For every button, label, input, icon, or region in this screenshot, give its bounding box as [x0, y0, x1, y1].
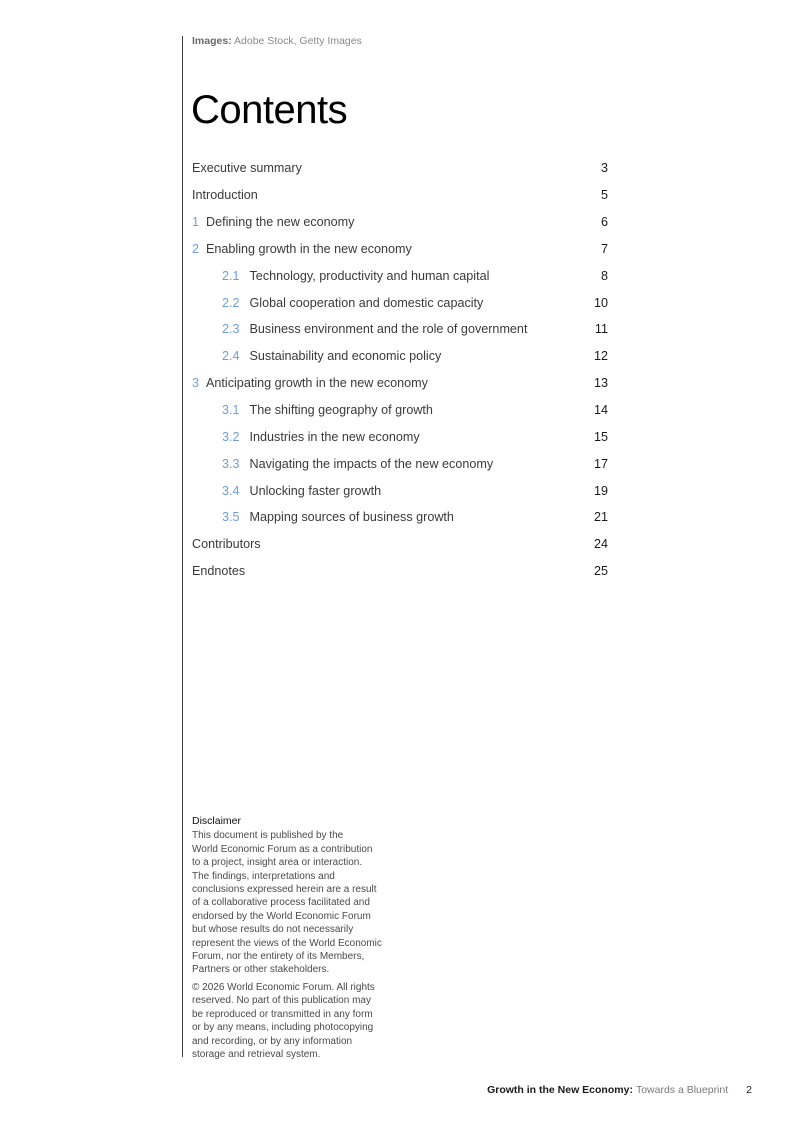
image-credits-label: Images:	[192, 35, 232, 47]
toc-entry-heading	[222, 322, 527, 336]
toc-entry-page: 17	[593, 456, 608, 471]
toc-entry-number: 1	[192, 215, 200, 230]
toc-entry[interactable]	[192, 236, 608, 263]
toc-entry-number: 2.3	[222, 322, 240, 337]
disclaimer	[192, 815, 392, 1061]
toc-entry-label: Business environment and the role of government	[249, 322, 528, 337]
toc-entry[interactable]	[192, 155, 608, 182]
toc-entry-label: Endnotes	[192, 564, 246, 579]
toc-entry-page: 3	[600, 161, 608, 176]
toc-entry-heading	[192, 215, 354, 229]
toc-entry-number: 2.2	[222, 295, 240, 310]
toc-entry-heading	[192, 188, 258, 202]
toc-entry-label: Unlocking faster growth	[249, 483, 382, 498]
toc-entry-page: 19	[593, 483, 608, 498]
toc-entry-page: 15	[593, 429, 608, 444]
footer-report-title: Growth in the New Economy:	[487, 1084, 633, 1096]
toc-entry[interactable]	[192, 182, 608, 209]
vertical-rule	[182, 36, 183, 1057]
toc-entry-page: 5	[600, 188, 608, 203]
toc-entry-number: 3.3	[222, 456, 240, 471]
toc-entry[interactable]	[192, 370, 608, 397]
toc-entry-heading	[222, 269, 489, 283]
toc-entry-page: 7	[600, 241, 608, 256]
toc-entry-number: 3.5	[222, 510, 240, 525]
toc-entry-number: 3.1	[222, 403, 240, 418]
image-credits	[192, 35, 362, 47]
disclaimer-title: Disclaimer	[192, 815, 242, 827]
toc-entry-number: 2.4	[222, 349, 240, 364]
toc-entry-heading	[192, 161, 302, 175]
toc-entry-page: 12	[593, 349, 608, 364]
toc-entry-page: 25	[593, 564, 608, 579]
toc-entry-heading	[222, 510, 454, 524]
toc-entry-label: Introduction	[192, 188, 258, 203]
toc-entry-heading	[222, 349, 441, 363]
toc-entry-page: 14	[593, 403, 608, 418]
toc-entry-label: Industries in the new economy	[249, 429, 420, 444]
toc-entry-label: Sustainability and economic policy	[249, 349, 442, 364]
toc-entry[interactable]	[192, 450, 608, 477]
toc-entry-label: Contributors	[192, 537, 261, 552]
toc-entry-heading	[222, 430, 420, 444]
toc-entry-label: Anticipating growth in the new economy	[206, 376, 428, 391]
toc-entry[interactable]	[192, 316, 608, 343]
toc-entry-page: 11	[594, 322, 608, 337]
toc-entry[interactable]	[192, 397, 608, 424]
toc-entry[interactable]	[192, 558, 608, 585]
toc-entry-page: 10	[593, 295, 608, 310]
toc-entry[interactable]	[192, 423, 608, 450]
footer-report-subtitle: Towards a Blueprint	[635, 1084, 729, 1096]
footer-page-number: 2	[746, 1084, 752, 1096]
toc-entry[interactable]	[192, 289, 608, 316]
page-footer	[487, 1084, 752, 1096]
page-title: Contents	[191, 88, 348, 132]
toc-entry-heading	[192, 537, 261, 551]
toc-entry-heading	[222, 296, 483, 310]
toc-entry-number: 2	[192, 241, 200, 256]
toc-entry-heading	[222, 457, 493, 471]
toc-entry-page: 21	[593, 510, 608, 525]
toc-entry[interactable]	[192, 343, 608, 370]
toc-entry-label: Executive summary	[192, 161, 302, 176]
toc-entry[interactable]	[192, 262, 608, 289]
toc-entry-number: 3.4	[222, 483, 240, 498]
toc-entry-heading	[192, 242, 412, 256]
toc-entry[interactable]	[192, 209, 608, 236]
toc-entry[interactable]	[192, 531, 608, 558]
toc-entry-label: Enabling growth in the new economy	[206, 241, 412, 256]
copyright-notice: © 2026 World Economic Forum. All rights reserved. No part of this publication may be reproduced or transmitted in any form or by any means, including photocopying and recording, or by any information storage and retrieval system.	[192, 981, 375, 1060]
toc-entry-label: Global cooperation and domestic capacity	[249, 295, 484, 310]
image-credits-text: Adobe Stock, Getty Images	[234, 35, 362, 47]
toc-entry-page: 13	[593, 376, 608, 391]
table-of-contents	[192, 155, 608, 585]
toc-entry[interactable]	[192, 477, 608, 504]
toc-entry-heading	[222, 403, 433, 417]
toc-entry-number: 3.2	[222, 429, 240, 444]
toc-entry-heading	[192, 564, 245, 578]
toc-entry-label: The shifting geography of growth	[249, 403, 433, 418]
toc-entry-number: 3	[192, 376, 200, 391]
toc-entry-label: Technology, productivity and human capital	[249, 268, 490, 283]
toc-entry-page: 8	[600, 268, 608, 283]
disclaimer-body: This document is published by the World Economic Forum as a contribution to a project, insight area or interaction. The findings, interpretations and conclusions expressed herein are a result of a collaborative process facilitated and endorsed by the World Economic Forum but whose results do not necessarily represent the views of the World Economic Forum, nor the entirety of its Members, Partners or other stakeholders.	[192, 830, 382, 976]
toc-entry-label: Navigating the impacts of the new economy	[249, 456, 494, 471]
toc-entry-label: Mapping sources of business growth	[249, 510, 454, 525]
toc-entry-page: 6	[600, 215, 608, 230]
toc-entry-heading	[192, 376, 428, 390]
toc-entry-number: 2.1	[222, 268, 240, 283]
toc-entry-heading	[222, 484, 381, 498]
toc-entry-page: 24	[593, 537, 608, 552]
toc-entry-label: Defining the new economy	[206, 215, 355, 230]
toc-entry[interactable]	[192, 504, 608, 531]
